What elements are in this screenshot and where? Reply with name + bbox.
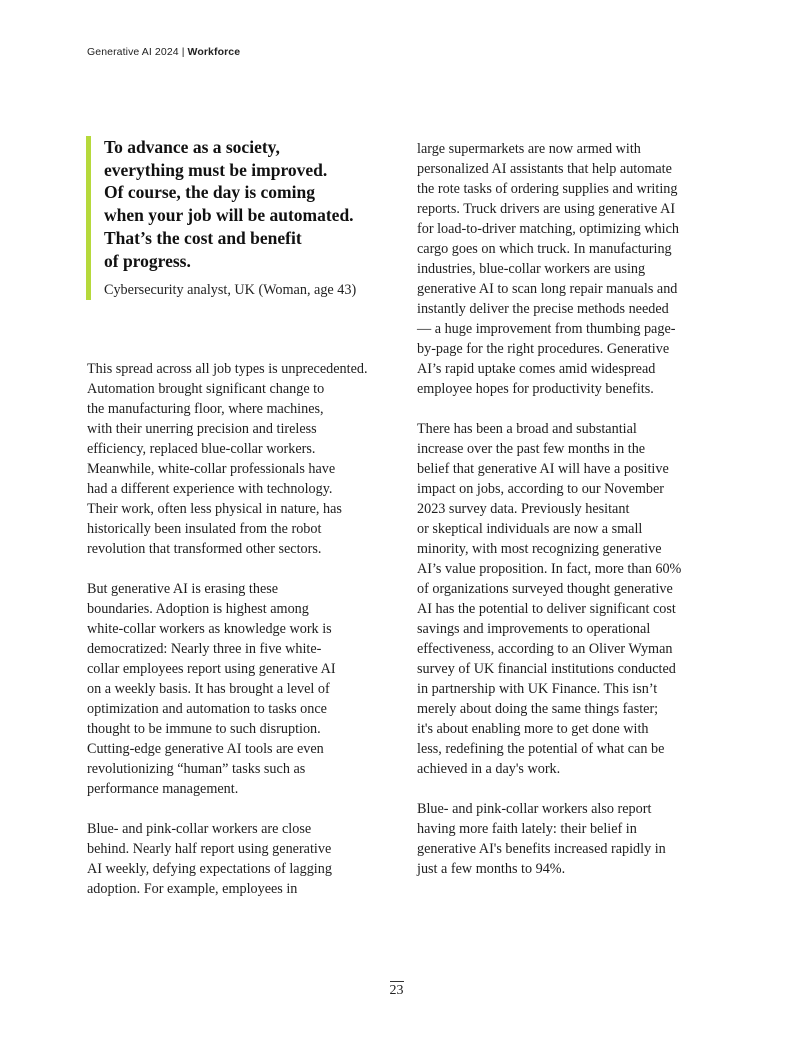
- body-line: performance management.: [87, 781, 239, 797]
- body-line: Automation brought significant change to: [87, 381, 325, 397]
- pull-quote-attribution: Cybersecurity analyst, UK (Woman, age 43): [104, 282, 357, 299]
- body-line: belief that generative AI will have a positive: [417, 461, 669, 477]
- pull-quote-line: Of course, the day is coming: [104, 182, 315, 203]
- publication-title: Generative AI 2024: [87, 46, 179, 58]
- body-line: personalized AI assistants that help automate: [417, 161, 672, 177]
- left-column: [87, 359, 368, 899]
- body-line: employee hopes for productivity benefits.: [417, 381, 654, 397]
- body-line: of organizations surveyed thought generative: [417, 581, 673, 597]
- body-line: — a huge improvement from thumbing page-: [417, 321, 676, 337]
- body-paragraph: [417, 799, 681, 879]
- page-number-rule: [390, 981, 404, 982]
- body-line: This spread across all job types is unprecedented.: [87, 361, 368, 377]
- body-line: democratized: Nearly three in five white-: [87, 641, 322, 657]
- body-line: it's about enabling more to get done with: [417, 721, 649, 737]
- body-line: having more faith lately: their belief in: [417, 821, 637, 837]
- body-line: in partnership with UK Finance. This isn’t: [417, 681, 658, 697]
- body-line: less, redefining the potential of what can be: [417, 741, 665, 757]
- body-line: minority, with most recognizing generative: [417, 541, 662, 557]
- body-line: But generative AI is erasing these: [87, 581, 279, 597]
- body-line: large supermarkets are now armed with: [417, 141, 641, 157]
- body-line: There has been a broad and substantial: [417, 421, 637, 437]
- body-line: increase over the past few months in the: [417, 441, 646, 457]
- body-line: savings and improvements to operational: [417, 621, 651, 637]
- body-line: instantly deliver the precise methods needed: [417, 301, 669, 317]
- body-line: AI has the potential to deliver significant cost: [417, 601, 676, 617]
- pull-quote-line: everything must be improved.: [104, 159, 328, 180]
- section-title: Workforce: [187, 46, 241, 58]
- body-line: merely about doing the same things faster;: [417, 701, 659, 717]
- running-header: [87, 46, 240, 58]
- body-line: AI’s rapid uptake comes amid widespread: [417, 361, 656, 377]
- body-line: generative AI's benefits increased rapidly in: [417, 841, 666, 857]
- right-column: [417, 139, 681, 879]
- body-line: collar employees report using generative AI: [87, 661, 336, 677]
- body-line: survey of UK financial institutions conducted: [417, 661, 676, 677]
- body-line: adoption. For example, employees in: [87, 881, 298, 897]
- body-line: revolutionizing “human” tasks such as: [87, 761, 306, 777]
- body-line: industries, blue-collar workers are using: [417, 261, 646, 277]
- body-line: thought to be immune to such disruption.: [87, 721, 321, 737]
- body-line: AI’s value proposition. In fact, more than 60%: [417, 561, 682, 577]
- body-line: the rote tasks of ordering supplies and writing: [417, 181, 678, 197]
- pull-quote-line: of progress.: [104, 250, 191, 271]
- body-line: optimization and automation to tasks once: [87, 701, 327, 717]
- body-paragraph: [87, 579, 368, 799]
- body-line: historically been insulated from the robot: [87, 521, 322, 537]
- body-line: with their unerring precision and tireless: [87, 421, 317, 437]
- body-line: the manufacturing floor, where machines,: [87, 401, 324, 417]
- body-line: Blue- and pink-collar workers also report: [417, 801, 652, 817]
- body-line: on a weekly basis. It has brought a level of: [87, 681, 330, 697]
- body-paragraph: [87, 359, 368, 559]
- body-line: boundaries. Adoption is highest among: [87, 601, 309, 617]
- body-line: impact on jobs, according to our November: [417, 481, 665, 497]
- body-line: just a few months to 94%.: [417, 861, 566, 877]
- body-line: 2023 survey data. Previously hesitant: [417, 501, 630, 517]
- body-line: cargo goes on which truck. In manufacturing: [417, 241, 672, 257]
- body-line: Cutting-edge generative AI tools are even: [87, 741, 324, 757]
- pull-quote-line: That’s the cost and benefit: [104, 227, 302, 248]
- pull-quote-line: To advance as a society,: [104, 137, 280, 157]
- body-paragraph: [417, 139, 681, 399]
- body-line: efficiency, replaced blue-collar workers.: [87, 441, 316, 457]
- body-line: Their work, often less physical in nature, has: [87, 501, 342, 517]
- body-line: Meanwhile, white-collar professionals have: [87, 461, 336, 477]
- body-line: Blue- and pink-collar workers are close: [87, 821, 312, 837]
- body-line: behind. Nearly half report using generative: [87, 841, 332, 857]
- body-line: or skeptical individuals are now a small: [417, 521, 643, 537]
- body-line: reports. Truck drivers are using generative AI: [417, 201, 676, 217]
- body-line: white-collar workers as knowledge work is: [87, 621, 332, 637]
- body-line: revolution that transformed other sectors.: [87, 541, 322, 557]
- body-line: by-page for the right procedures. Generative: [417, 341, 670, 357]
- body-paragraph: [87, 819, 368, 899]
- page-number: [385, 981, 408, 999]
- pull-quote-line: when your job will be automated.: [104, 205, 354, 226]
- body-line: for load-to-driver matching, optimizing which: [417, 221, 680, 237]
- body-line: AI weekly, defying expectations of lagging: [87, 861, 332, 877]
- body-line: generative AI to scan long repair manuals and: [417, 281, 678, 297]
- body-paragraph: [417, 419, 681, 779]
- body-line: achieved in a day's work.: [417, 761, 561, 777]
- header-separator: |: [181, 46, 185, 58]
- body-line: effectiveness, according to an Oliver Wyman: [417, 641, 673, 657]
- pull-quote: [86, 136, 386, 300]
- page-number-value: 23: [389, 983, 404, 998]
- body-line: had a different experience with technology.: [87, 481, 333, 497]
- pull-quote-text: [104, 136, 386, 272]
